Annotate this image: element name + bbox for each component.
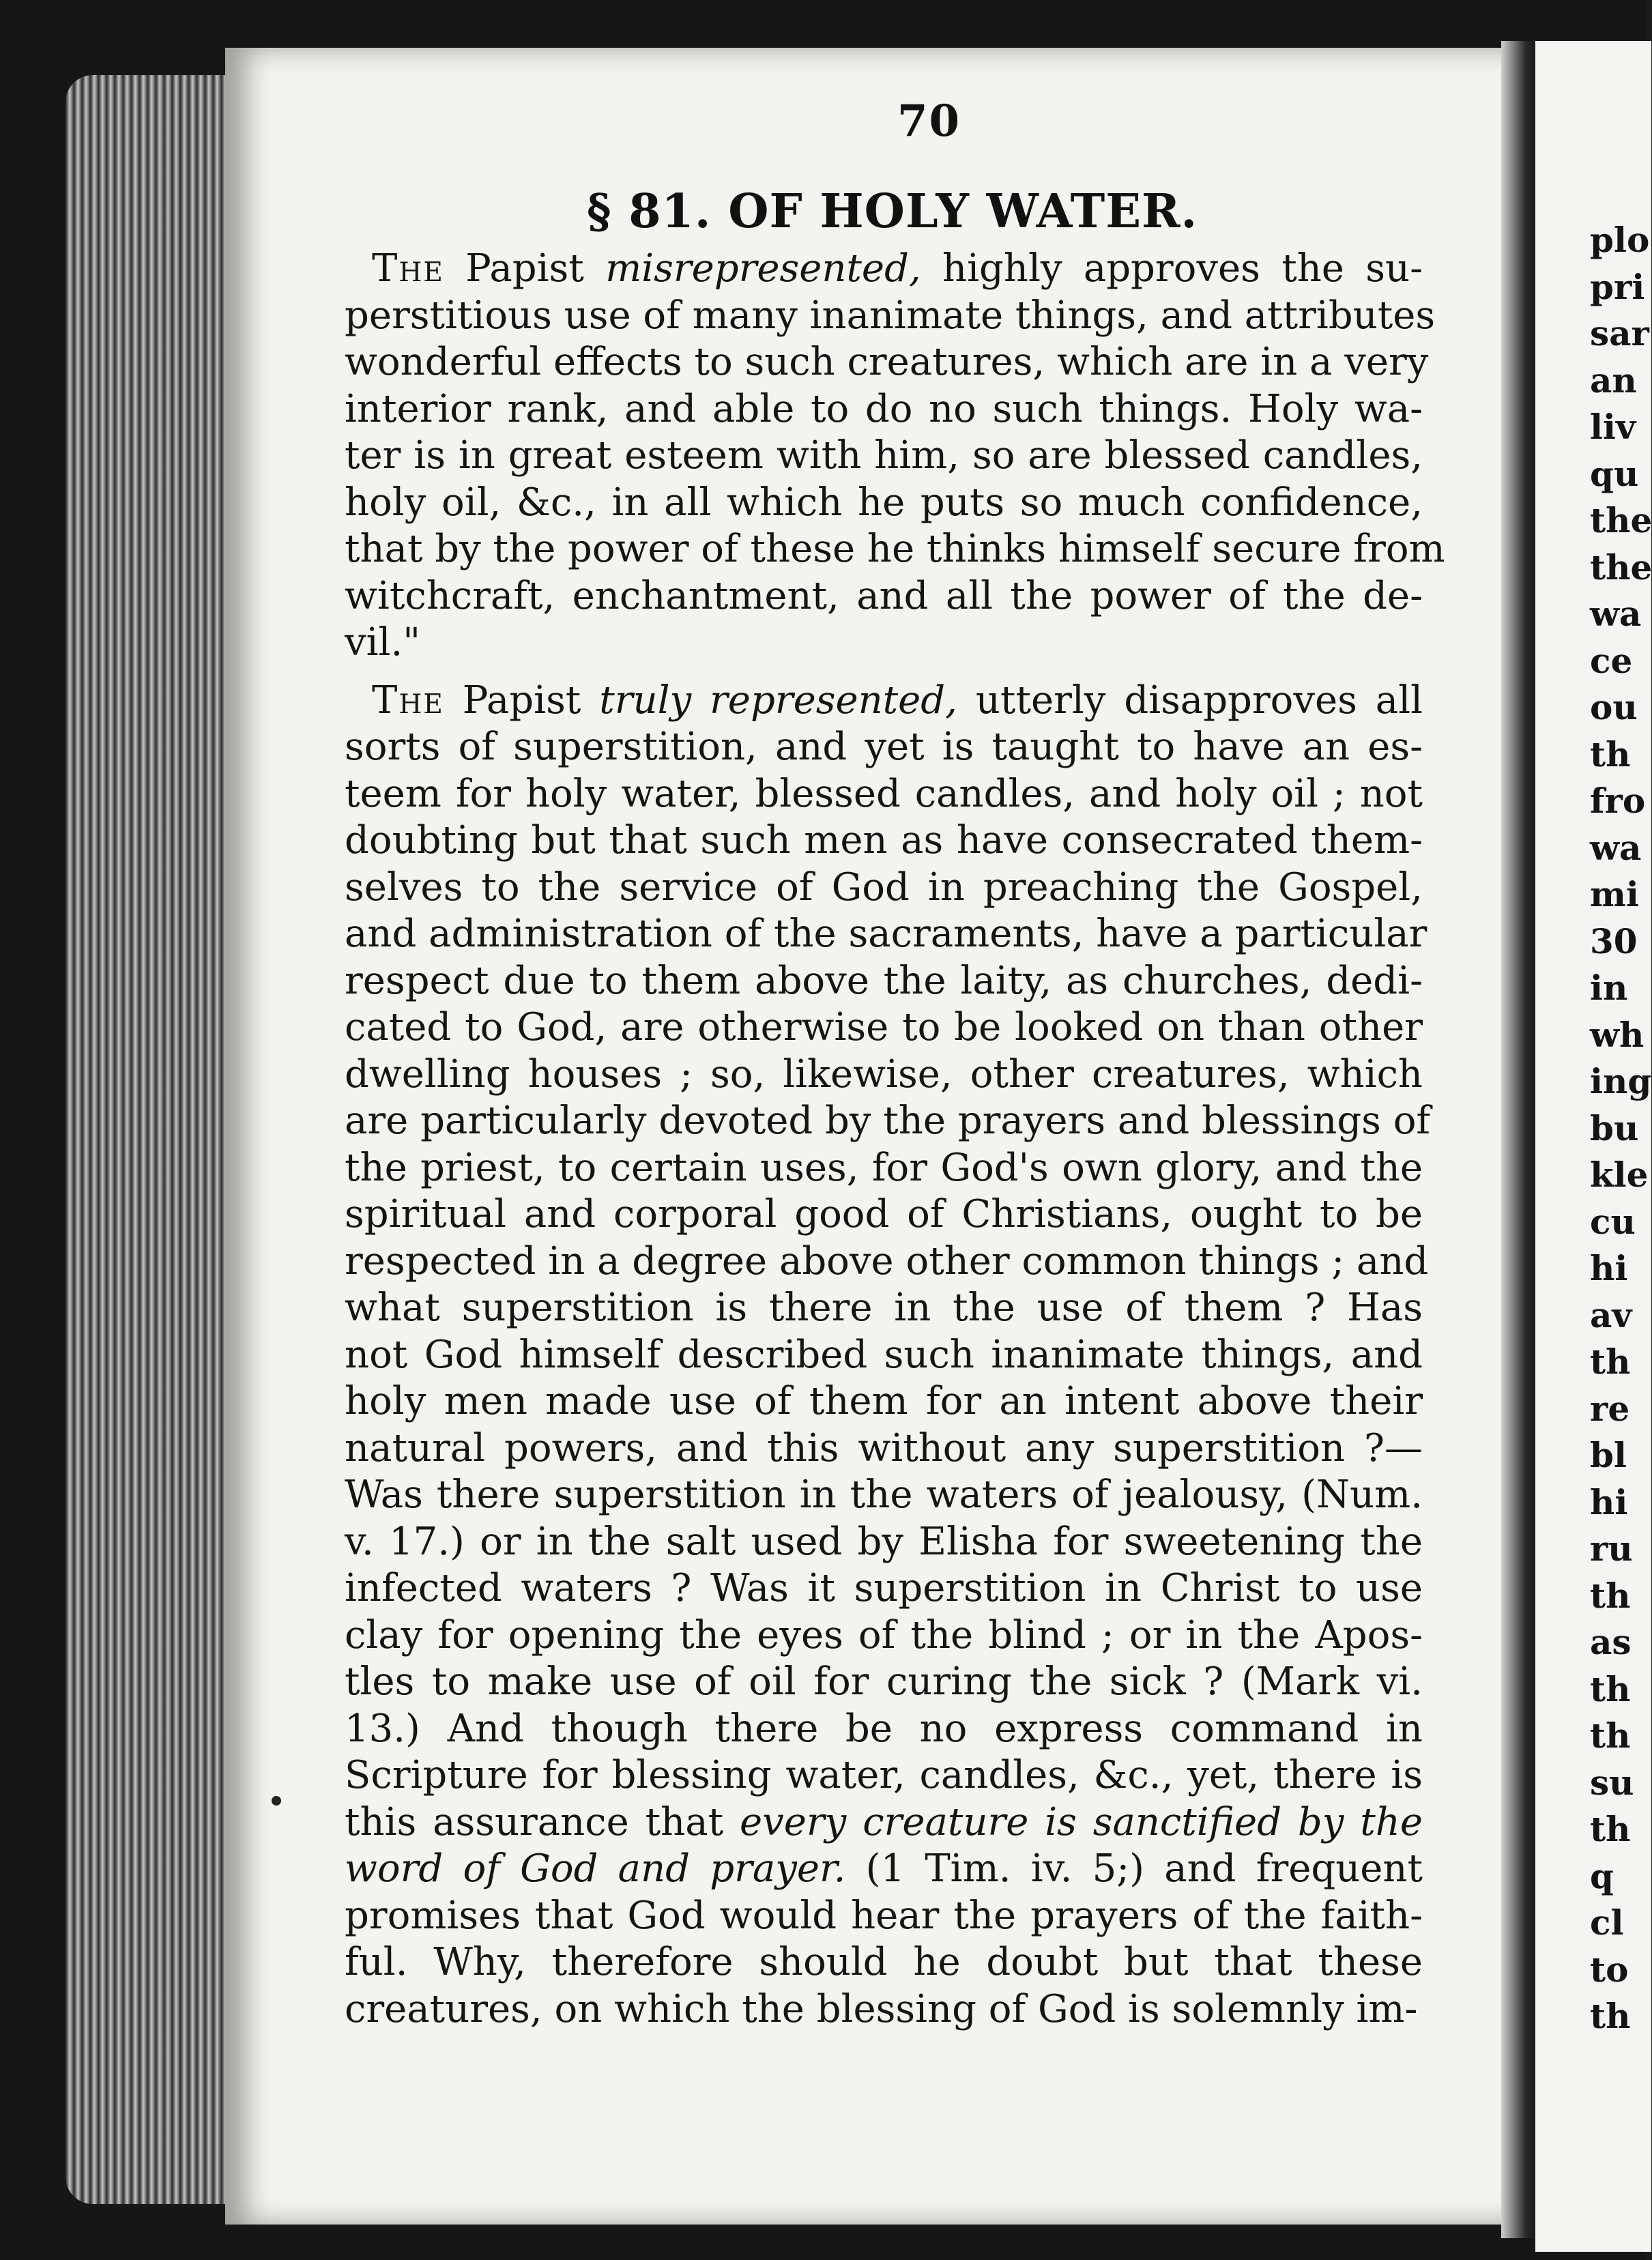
text-span: ful. Why, therefore should he doubt but that these — [345, 1940, 1423, 1984]
text-span: highly approves the su- — [921, 246, 1423, 291]
text-line — [345, 339, 1429, 386]
text-line — [345, 1191, 1423, 1238]
text-span: Papist — [444, 246, 606, 291]
facing-page-fragment: th — [1590, 1342, 1631, 1382]
text-span: holy men made use of them for an intent above their — [345, 1379, 1423, 1423]
text-span: promises that God would hear the prayers of the faith- — [345, 1893, 1423, 1938]
text-line — [345, 1939, 1423, 1986]
small-caps-span: The — [372, 678, 444, 723]
text-line — [345, 1752, 1423, 1799]
text-line — [345, 1098, 1431, 1145]
text-span: doubting but that such men as have consecrated them- — [345, 818, 1423, 863]
facing-page-fragment: wh — [1590, 1014, 1644, 1055]
text-span: cated to God, are otherwise to be looked on than other — [345, 1005, 1423, 1049]
facing-page-fragment: 30 — [1590, 921, 1638, 961]
text-line — [345, 1799, 1423, 1846]
text-line — [345, 1285, 1423, 1332]
facing-page-fragment: q — [1590, 1855, 1614, 1896]
text-span: and administration of the sacraments, have a particular — [345, 912, 1428, 956]
text-line — [345, 1659, 1423, 1706]
italic-span: word of God and prayer. — [345, 1846, 846, 1891]
facing-page-fragment: liv — [1590, 407, 1636, 447]
text-span: witchcraft, enchantment, and all the power of the de- — [345, 573, 1423, 618]
section-title: § 81. OF HOLY WATER. — [587, 184, 1198, 239]
text-line — [345, 1378, 1423, 1425]
facing-page-fragment: to — [1590, 1949, 1629, 1990]
facing-page-fragment: an — [1590, 360, 1637, 401]
facing-page-fragment: bu — [1590, 1107, 1639, 1148]
text-line — [345, 1238, 1429, 1286]
facing-page-fragment: bl — [1590, 1435, 1627, 1475]
text-line — [345, 1332, 1423, 1379]
facing-page-fragment: ru — [1590, 1529, 1633, 1569]
facing-page-fragment: ce — [1590, 640, 1633, 681]
text-span: selves to the service of God in preaching the Gospel, — [345, 865, 1423, 910]
text-line — [345, 1612, 1423, 1660]
text-span: what superstition is there in the use of them ? Has — [345, 1286, 1423, 1330]
text-span: wonderful effects to such creatures, which are in a very — [345, 340, 1429, 384]
book-page-edges — [66, 75, 236, 2204]
text-line — [345, 480, 1423, 527]
text-span: teem for holy water, blessed candles, and holy oil ; not — [345, 771, 1423, 816]
facing-page-fragment: ing — [1590, 1061, 1652, 1101]
text-line — [345, 678, 1423, 725]
facing-page-fragment: th — [1590, 1715, 1631, 1756]
facing-page-fragment: in — [1590, 968, 1628, 1008]
facing-page-fragment: re — [1590, 1388, 1630, 1429]
text-line — [345, 246, 1423, 293]
text-line — [345, 573, 1423, 620]
text-span: respect due to them above the laity, as churches, dedi- — [345, 958, 1423, 1003]
text-span: Scripture for blessing water, candles, &c., yet, there is — [345, 1753, 1423, 1797]
facing-page-fragment: the — [1590, 547, 1652, 588]
text-line — [345, 771, 1423, 818]
facing-page-fragment: cu — [1590, 1201, 1636, 1242]
text-span: perstitious use of many inanimate things, and attributes — [345, 293, 1436, 338]
text-span: that by the power of these he thinks himself secure from — [345, 527, 1445, 571]
facing-page-fragment: pri — [1590, 266, 1645, 307]
text-line — [345, 1893, 1423, 1940]
text-span: this assurance that — [345, 1799, 740, 1844]
text-span: vil." — [345, 620, 421, 665]
margin-dot — [272, 1796, 281, 1806]
text-span: clay for opening the eyes of the blind ; or in the Apos- — [345, 1612, 1423, 1657]
text-line — [345, 620, 1423, 667]
text-line — [345, 1472, 1423, 1519]
facing-page-fragment: mi — [1590, 874, 1639, 914]
text-line — [345, 724, 1423, 771]
text-span: (1 Tim. iv. 5;) and frequent — [845, 1846, 1423, 1891]
facing-page-fragment: the — [1590, 500, 1652, 540]
text-line — [345, 1425, 1423, 1473]
text-line — [345, 293, 1436, 340]
text-span: Was there superstition in the waters of jealousy, (Num. — [345, 1473, 1423, 1517]
facing-page-fragment: su — [1590, 1762, 1634, 1803]
facing-page-fragment: hi — [1590, 1481, 1628, 1522]
text-line — [345, 817, 1423, 865]
facing-page-fragment: wa — [1590, 594, 1642, 634]
text-line — [345, 911, 1428, 958]
facing-page-fragment: th — [1590, 1996, 1631, 2036]
text-line — [345, 1706, 1423, 1753]
text-line — [345, 958, 1423, 1005]
facing-page-fragment: hi — [1590, 1248, 1628, 1288]
text-span: v. 17.) or in the salt used by Elisha for sweetening the — [345, 1519, 1423, 1564]
text-span: are particularly devoted by the prayers and blessings of — [345, 1099, 1431, 1143]
text-line — [345, 865, 1423, 912]
text-line — [345, 1986, 1423, 2033]
italic-span: misrepresented, — [605, 246, 921, 291]
facing-page-fragment: th — [1590, 1668, 1631, 1709]
text-span: respected in a degree above other common things ; and — [345, 1238, 1429, 1284]
body-text — [345, 246, 1445, 2033]
text-line — [345, 1565, 1423, 1612]
facing-page-fragment: plo — [1590, 220, 1650, 260]
text-line — [345, 1145, 1423, 1192]
facing-page-fragment: th — [1590, 734, 1631, 774]
text-line — [345, 1004, 1423, 1052]
italic-span: truly represented, — [599, 678, 957, 723]
facing-page-fragment: ou — [1590, 687, 1638, 727]
paragraph — [345, 678, 1431, 2033]
text-span: infected waters ? Was it superstition in Christ to use — [345, 1566, 1423, 1610]
text-span: the priest, to certain uses, for God's own glory, and the — [345, 1145, 1423, 1190]
facing-page-fragment: th — [1590, 1809, 1631, 1849]
paragraph — [345, 246, 1445, 667]
facing-page-fragment: av — [1590, 1294, 1632, 1335]
text-span: creatures, on which the blessing of God is solemnly im- — [345, 1986, 1418, 2031]
facing-page-fragment: qu — [1590, 453, 1639, 494]
paragraph-gap — [345, 667, 1423, 678]
text-line — [345, 526, 1445, 573]
text-span: ter is in great esteem with him, so are blessed candles, — [345, 433, 1423, 478]
text-span: spiritual and corporal good of Christians, ought to be — [345, 1192, 1423, 1236]
text-span: holy oil, &c., in all which he puts so much confidence, — [345, 480, 1423, 525]
text-span: sorts of superstition, and yet is taught to have an es- — [345, 725, 1423, 769]
text-span: dwelling houses ; so, likewise, other creatures, which — [345, 1052, 1423, 1097]
text-line — [345, 386, 1423, 433]
text-span: utterly disapproves all — [957, 678, 1423, 723]
text-span: not God himself described such inanimate things, and — [345, 1332, 1423, 1377]
small-caps-span: The — [372, 246, 444, 291]
text-line — [345, 1519, 1423, 1566]
facing-page-fragment: as — [1590, 1622, 1632, 1662]
text-span: Papist — [444, 678, 600, 723]
page-number: 70 — [897, 96, 961, 147]
facing-page-text — [1590, 217, 1652, 2040]
facing-page-fragment: fro — [1590, 781, 1646, 821]
facing-page-fragment: cl — [1590, 1902, 1624, 1943]
facing-page-fragment: th — [1590, 1575, 1631, 1616]
facing-page-fragment: kle — [1590, 1155, 1649, 1195]
text-span: tles to make use of oil for curing the sick ? (Mark vi. — [345, 1660, 1423, 1704]
text-span: interior rank, and able to do no such things. Holy wa- — [345, 386, 1423, 431]
text-line — [345, 1052, 1423, 1099]
facing-page-fragment: sar — [1590, 313, 1649, 353]
text-span: natural powers, and this without any superstition ?— — [345, 1425, 1423, 1471]
facing-page-fragment: wa — [1590, 827, 1642, 868]
text-line — [345, 1846, 1423, 1893]
italic-span: every creature is sanctified by the — [739, 1799, 1423, 1844]
text-span: 13.) And though there be no express command in — [345, 1706, 1423, 1751]
text-line — [345, 433, 1423, 480]
